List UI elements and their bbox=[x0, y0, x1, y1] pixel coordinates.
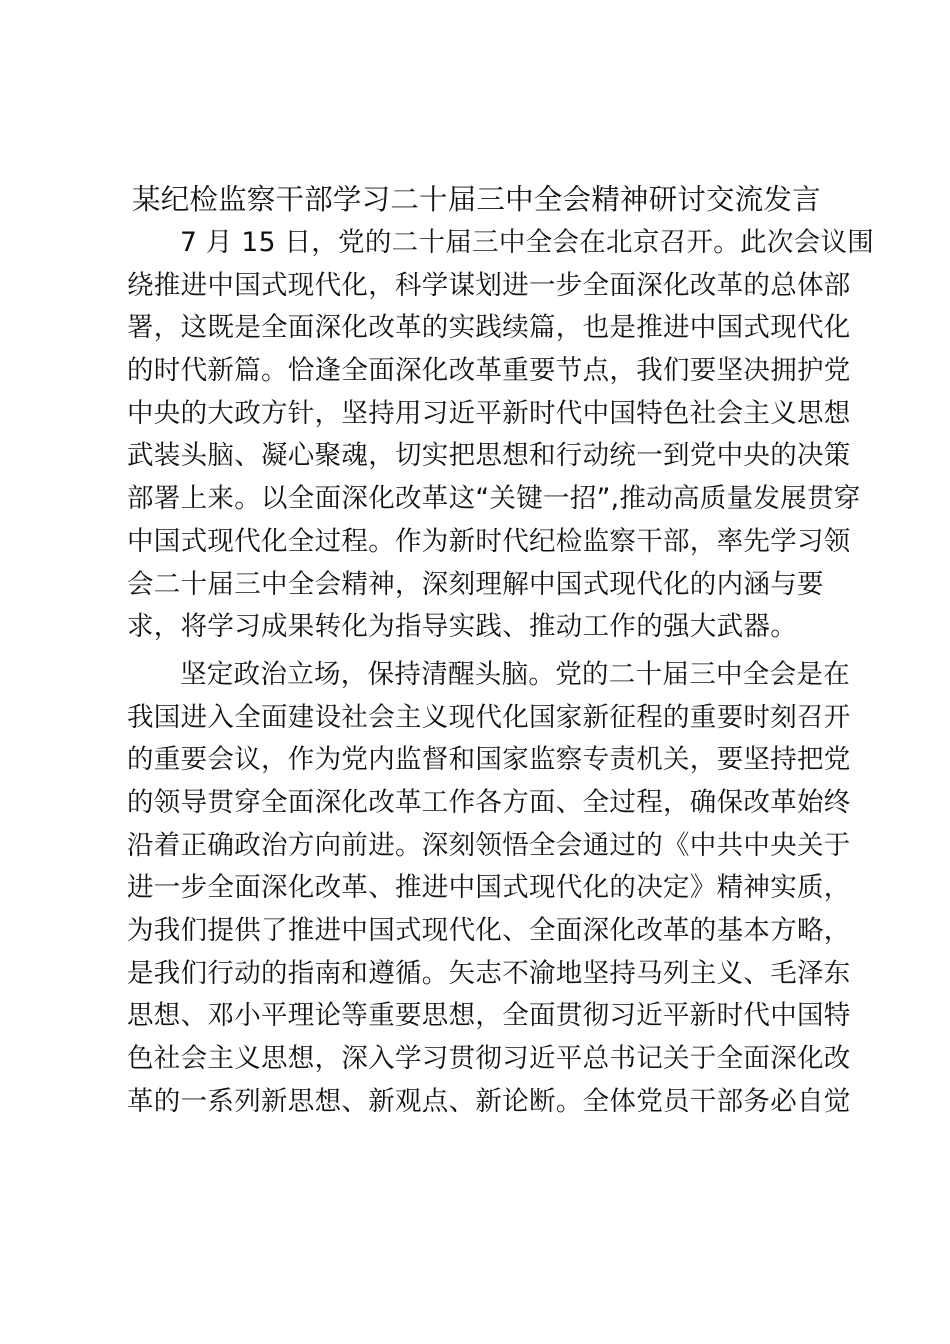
paragraph-line: 武装头脑、凝心聚魂，切实把思想和行动统一到党中央的决策 bbox=[127, 440, 851, 472]
paragraph-line: 会二十届三中全会精神，深刻理解中国式现代化的内涵与要 bbox=[127, 568, 824, 600]
paragraph-line: 坚定政治立场，保持清醒头脑。党的二十届三中全会是在 bbox=[180, 658, 850, 690]
paragraph-1 bbox=[127, 222, 875, 649]
paragraph-line: 是我们行动的指南和遵循。矢志不渝地坚持马列主义、毛泽东 bbox=[127, 957, 851, 989]
paragraph-line: 的领导贯穿全面深化改革工作各方面、全过程，确保改革始终 bbox=[127, 786, 851, 818]
paragraph-line: 部署上来。以全面深化改革这“关键一招”,推动高质量发展贯穿 bbox=[127, 483, 861, 515]
paragraph-line: 我国进入全面建设社会主义现代化国家新征程的重要时刻召开 bbox=[127, 701, 851, 733]
paragraph-line: 的重要会议，作为党内监督和国家监察专责机关，要坚持把党 bbox=[127, 744, 851, 776]
paragraph-line: 的时代新篇。恰逢全面深化改革重要节点，我们要坚决拥护党 bbox=[127, 355, 851, 387]
paragraph-line: 绕推进中国式现代化，科学谋划进一步全面深化改革的总体部 bbox=[127, 269, 851, 301]
paragraph-line: 进一步全面深化改革、推进中国式现代化的决定》精神实质， bbox=[127, 872, 851, 904]
paragraph-line: 思想、邓小平理论等重要思想，全面贯彻习近平新时代中国特 bbox=[127, 1000, 851, 1032]
paragraph-line: 中央的大政方针，坚持用习近平新时代中国特色社会主义思想 bbox=[127, 397, 851, 429]
paragraph-line: 革的一系列新思想、新观点、新论断。全体党员干部务必自觉 bbox=[127, 1085, 851, 1117]
paragraph-line: 中国式现代化全过程。作为新时代纪检监察干部，率先学习领 bbox=[127, 525, 851, 557]
paragraph-line: 求，将学习成果转化为指导实践、推动工作的强大武器。 bbox=[127, 611, 797, 643]
document-body bbox=[127, 222, 875, 1123]
paragraph-line: 7 月 15 日，党的二十届三中全会在北京召开。此次会议围 bbox=[180, 227, 875, 258]
paragraph-line: 为我们提供了推进中国式现代化、全面深化改革的基本方略， bbox=[127, 915, 851, 946]
paragraph-line: 色社会主义思想，深入学习贯彻习近平总书记关于全面深化改 bbox=[127, 1043, 851, 1075]
paragraph-2 bbox=[127, 654, 851, 1124]
paragraph-line: 署，这既是全面深化改革的实践续篇，也是推进中国式现代化 bbox=[127, 312, 851, 344]
paragraph-line: 沿着正确政治方向前进。深刻领悟全会通过的《中共中央关于 bbox=[127, 829, 851, 861]
document-title: 某纪检监察干部学习二十届三中全会精神研讨交流发言 bbox=[132, 183, 821, 216]
